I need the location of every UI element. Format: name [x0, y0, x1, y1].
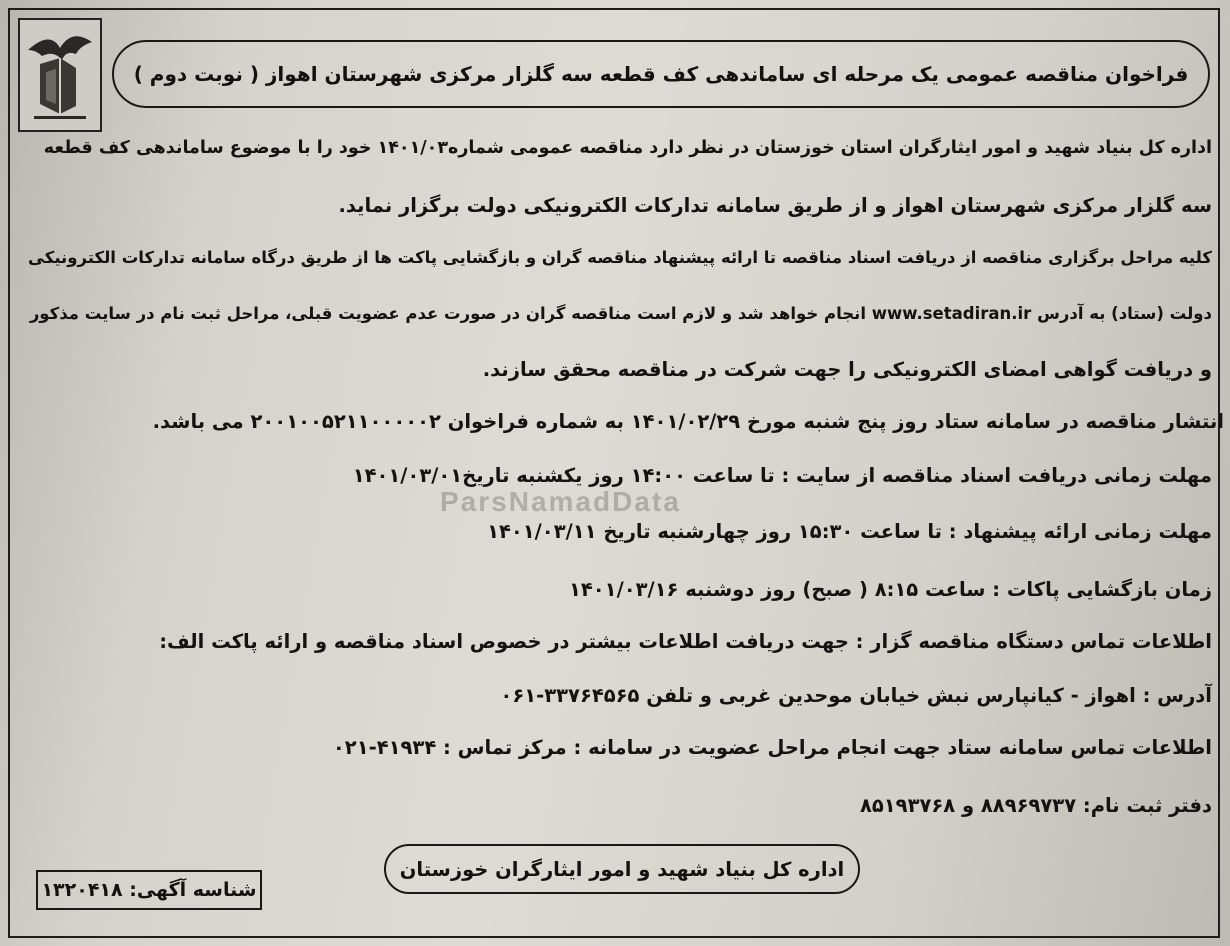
title-frame: [112, 40, 1210, 108]
footer-org: اداره کل بنیاد شهید و امور ایثارگران خوزستان: [399, 857, 845, 881]
opening-time: زمان بازگشایی پاکات : ساعت ۸:۱۵ ( صبح) روز دوشنبه ۱۴۰۱/۰۳/۱۶: [568, 578, 1212, 601]
footer-frame: [384, 844, 860, 894]
watermark: ParsNamadData: [440, 486, 681, 517]
paragraph1-line2: سه گلزار مرکزی شهرستان اهواز و از طریق سامانه تدارکات الکترونیکی دولت برگزار نماید.: [338, 194, 1212, 217]
ad-title: فراخوان مناقصه عمومی یک مرحله ای ساماندهی کف قطعه سه گلزار مرکزی شهرستان اهواز ( نوبت دوم ): [133, 62, 1189, 86]
publish-info: انتشار مناقصه در سامانه ستاد روز پنج شنبه مورخ ۱۴۰۱/۰۲/۲۹ به شماره فراخوان ۲۰۰۱۰۰۵۲۱۱۰۰۰۰۰۲ می باشد.: [152, 410, 1224, 433]
contact-title: اطلاعات تماس دستگاه مناقصه گزار : جهت دریافت اطلاعات بیشتر در خصوص اسناد مناقصه و ارائه پاکت الف:: [159, 630, 1212, 653]
paragraph2-text-a: دولت (ستاد) به آدرس: [1037, 304, 1212, 323]
registry-office: دفتر ثبت نام: ۸۸۹۶۹۷۳۷ و ۸۵۱۹۳۷۶۸: [859, 794, 1212, 817]
ad-id-frame: [36, 870, 262, 910]
paragraph1-line1: اداره کل بنیاد شهید و امور ایثارگران استان خوزستان در نظر دارد مناقصه عمومی شماره۱۴۰۱/۰۳ خود را با موضوع ساماندهی کف قطعه: [43, 138, 1212, 158]
foundation-logo-icon: [18, 18, 102, 132]
setad-url-link[interactable]: www.setadiran.ir: [871, 304, 1032, 323]
deadline-docs: مهلت زمانی دریافت اسناد مناقصه از سایت : تا ساعت ۱۴:۰۰ روز یکشنبه تاریخ۱۴۰۱/۰۳/۰۱: [352, 464, 1212, 487]
deadline-offer: مهلت زمانی ارائه پیشنهاد : تا ساعت ۱۵:۳۰ روز چهارشنبه تاریخ ۱۴۰۱/۰۳/۱۱: [487, 520, 1212, 543]
address: آدرس : اهواز - کیانپارس نبش خیابان موحدین غربی و تلفن ۳۳۷۶۴۵۶۵-۰۶۱: [500, 684, 1212, 707]
paragraph2-line3: و دریافت گواهی امضای الکترونیکی را جهت شرکت در مناقصه محقق سازند.: [482, 358, 1212, 381]
paragraph2-line1: کلیه مراحل برگزاری مناقصه از دریافت اسناد مناقصه تا ارائه پیشنهاد مناقصه گران و بازگشایی پاکت ها از طریق درگاه سامانه تدارکات الکترونیکی: [28, 248, 1212, 267]
ad-id: شناسه آگهی: ۱۳۲۰۴۱۸: [41, 879, 257, 901]
setad-contact: اطلاعات تماس سامانه ستاد جهت انجام مراحل عضویت در سامانه : مرکز تماس : ۴۱۹۳۴-۰۲۱: [332, 736, 1212, 759]
paragraph2-line2: [30, 304, 1212, 323]
paragraph2-text-b: انجام خواهد شد و لازم است مناقصه گران در صورت عدم عضویت قبلی، مراحل ثبت نام در سایت مذکور: [29, 304, 867, 323]
